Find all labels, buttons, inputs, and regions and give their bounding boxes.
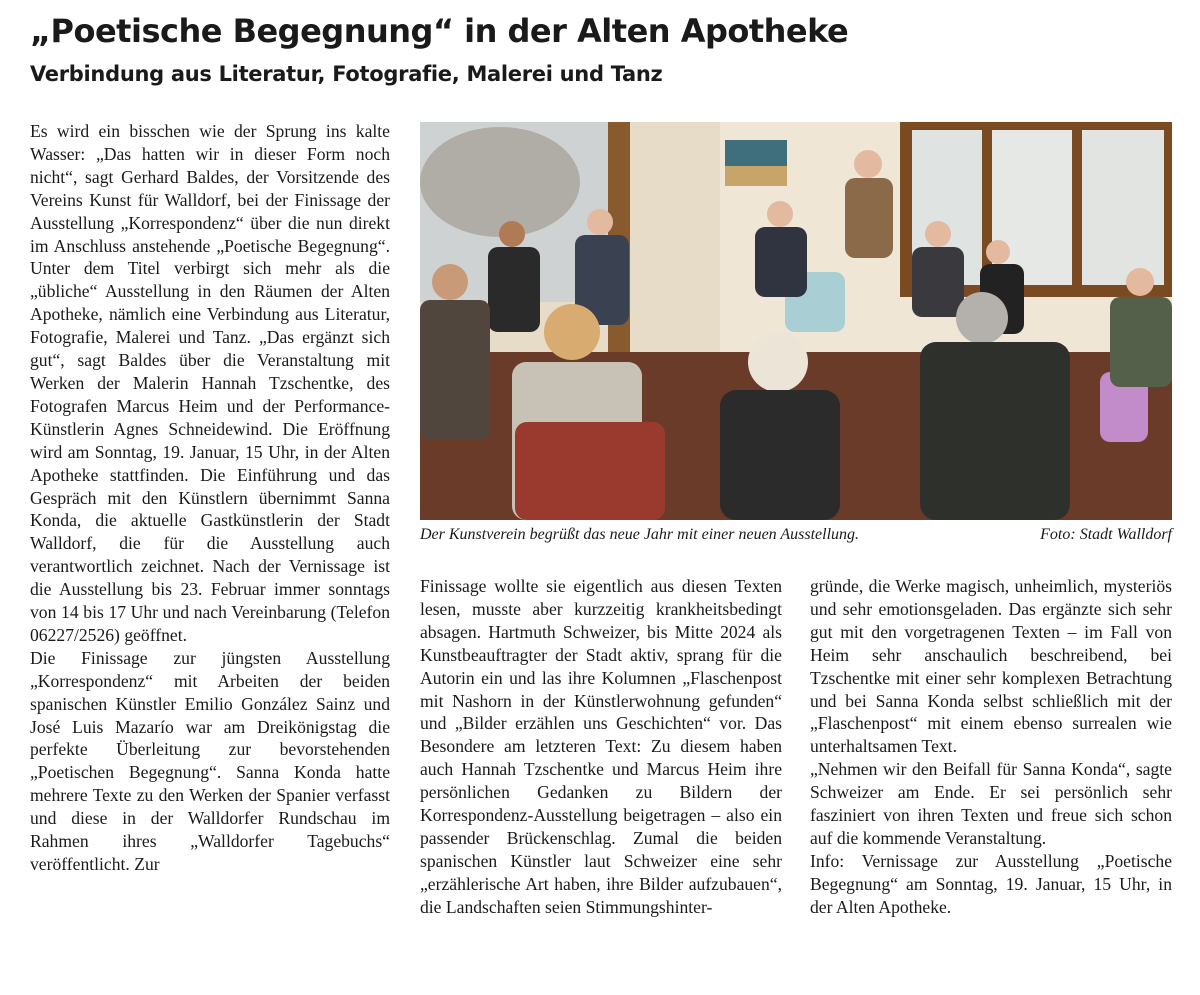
event-photo [420,122,1172,520]
subheadline: Verbindung aus Literatur, Fotografie, Malerei und Tanz [30,62,663,86]
person [720,390,840,520]
paragraph: Die Finissage zur jüngsten Ausstellung „Korrespondenz“ mit Arbeiten der beiden spanischen Künstler Emilio González Sainz und José Luis Mazarío war am Dreikönigstag die perfekte Überleitung zur bevorstehenden „Poetischen Begegnung“. Sanna Konda hatte mehrere Texte zu den Werken der Spanier verfasst und diese in der Walldorfer Rundschau im Rahmen ihres „Walldorfer Tagebuchs“ veröffentlicht. Zur [30,647,390,874]
person [854,150,882,178]
window-pane [1082,130,1164,285]
photo-caption: Der Kunstverein begrüßt das neue Jahr mit einer neuen Ausstellung. [420,526,860,543]
person [1126,268,1154,296]
person [986,240,1010,264]
person [499,221,525,247]
person [432,264,468,300]
paragraph: gründe, die Werke magisch, unheimlich, mysteriös und sehr emotionsgeladen. Das ergänzte sich sehr gut mit den vorgetragenen Texten – im Fall von Heim sehr anschaulich beschreibend, bei Tzschentke mit einer sehr komplexen Betrachtung und bei Sanna Konda selbst schließlich mit der „Flaschenpost“ mit einem ebenso surrealen wie unterhaltsamen Text. [810,576,1172,757]
person [748,332,808,392]
photo-credit: Foto: Stadt Walldorf [1040,526,1172,543]
article-column-3 [810,575,1172,919]
person [420,300,490,440]
article-column-1 [30,120,390,876]
headline: „Poetische Begegnung“ in der Alten Apotheke [30,12,849,50]
photo-caption-row [420,526,1172,544]
person [912,247,964,317]
person [925,221,951,247]
person [767,201,793,227]
article-column-2 [420,575,782,919]
person [845,178,893,258]
paragraph: Es wird ein bisschen wie der Sprung ins kalte Wasser: „Das hatten wir in dieser Form noch nicht“, sagt Gerhard Baldes, der Vorsitzende des Vereins Kunst für Walldorf, bei der Finissage der Ausstellung „Korrespondenz“ über die nun direkt im Anschluss anstehende „Poetische Begegnung“. Unter dem Titel verbirgt sich mehr als die „übliche“ Ausstellung in den Räumen der Alten Apotheke, nämlich eine Verbindung aus Literatur, Fotografie, Malerei und Tanz. „Das ergänzt sich gut“, sagt Baldes über die Veranstaltung mit Werken der Malerin Hannah Tzschentke, des Fotografen Marcus Heim und der Performance-Künstlerin Agnes Schneidewind. Die Eröffnung wird am Sonntag, 19. Januar, 15 Uhr, in der Alten Apotheke stattfinden. Die Einführung und das Gespräch mit den Künstlern übernimmt Sanna Konda, die aktuelle Gastkünstlerin der Stadt Walldorf, die für die Ausstellung auch verantwortlich zeichnet. Nach der Vernissage ist die Ausstellung bis 23. Februar immer sonntags von 14 bis 17 Uhr und nach Vereinbarung (Telefon 06227/2526) geöffnet. [30,121,390,645]
person [544,304,600,360]
paragraph: Finissage wollte sie eigentlich aus diesen Texten lesen, musste aber kurzzeitig krankheitsbedingt absagen. Hartmuth Schweizer, bis Mitte 2024 als Kunstbeauftragter der Stadt aktiv, sprang für die Autorin ein und las ihre Kolumnen „Flaschenpost mit Nashorn in der Künstlerwohnung gefunden“ und „Bilder erzählen uns Geschichten“ vor. Das Besondere am letzteren Text: Zu diesem haben auch Hannah Tzschentke und Marcus Heim ihre persönlichen Gedanken zu Bildern der Korrespondenz-Ausstellung beigetragen – also ein passender Brückenschlag. Zumal die beiden spanischen Künstler laut Schweizer eine sehr „erzählerische Art haben, ihre Bilder aufzubauen“, die Landschaften seien Stimmungshinter- [420,576,782,917]
paragraph: „Nehmen wir den Beifall für Sanna Konda“, sagte Schweizer am Ende. Er sei persönlich sehr fasziniert von ihren Texten und freue sich schon auf die kommende Veranstaltung. [810,759,1172,848]
paragraph: Info: Vernissage zur Ausstellung „Poetische Begegnung“ am Sonntag, 19. Januar, 15 Uhr, in der Alten Apotheke. [810,850,1172,917]
person [920,342,1070,520]
person [956,292,1008,344]
painting-accent [725,166,787,186]
person [488,247,540,332]
person [515,422,665,520]
photo-illustration [420,122,1172,520]
person [1110,297,1172,387]
person [587,209,613,235]
tree [420,127,580,237]
person [755,227,807,297]
